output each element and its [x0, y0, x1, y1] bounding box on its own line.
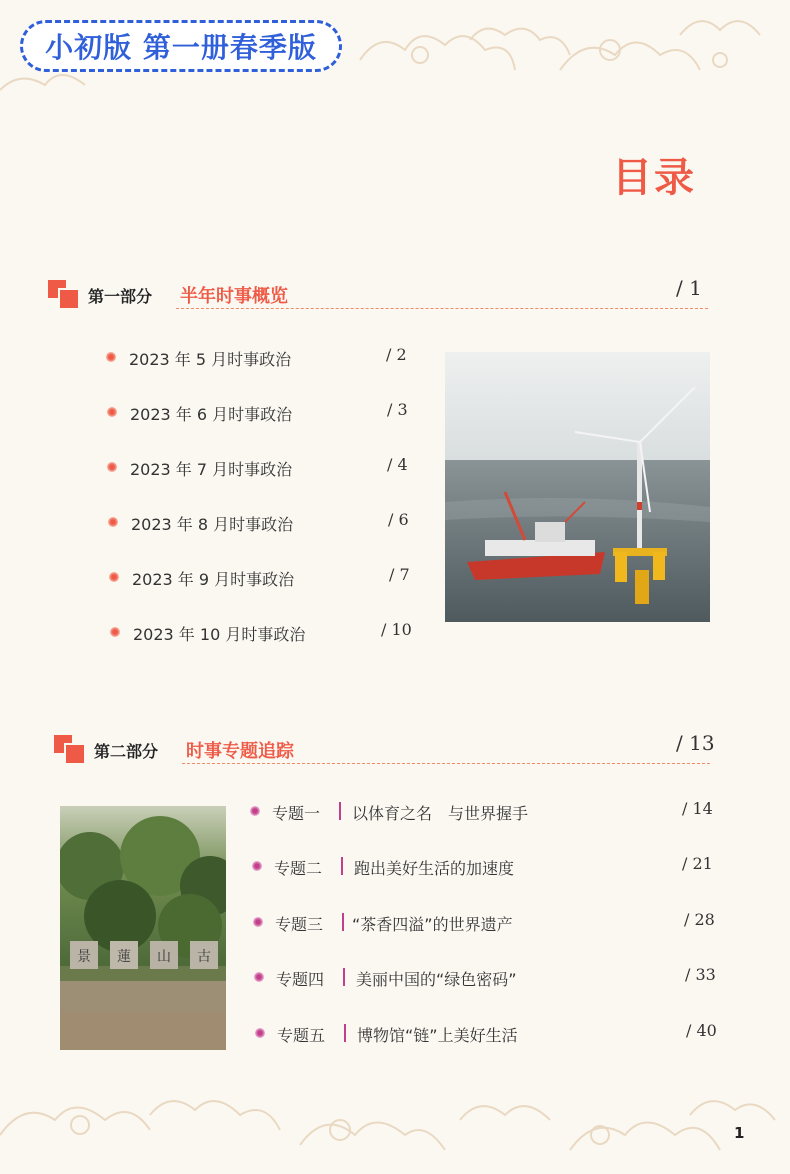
- topic-page: / 28: [684, 910, 715, 929]
- cloud-pattern-bottom: [0, 1075, 790, 1174]
- svg-text:山: 山: [157, 949, 171, 965]
- topic-page: / 14: [682, 799, 713, 818]
- toc-item-title: 2023 年 10 月时事政治: [133, 625, 306, 644]
- toc-item-page: / 7: [389, 565, 410, 584]
- part-two-label: 第二部分: [94, 742, 159, 761]
- part-two-divider: [182, 763, 710, 764]
- topic-separator: [341, 857, 343, 875]
- topic-title: 博物馆“链”上美好生活: [357, 1026, 518, 1045]
- section-square-icon: [54, 735, 84, 763]
- part-one-divider: [176, 308, 708, 309]
- part-two-name: 时事专题追踪: [186, 741, 294, 762]
- bullet-icon: [108, 517, 118, 527]
- part-two-page: / 13: [676, 731, 715, 755]
- topic-number: 专题四: [276, 970, 325, 989]
- bullet-icon: [107, 407, 117, 417]
- edition-label: 小初版 第一册春季版: [45, 31, 317, 64]
- topic-title: 美丽中国的“绿色密码”: [356, 970, 517, 989]
- topic-number: 专题五: [277, 1026, 326, 1045]
- topic-number: 专题二: [274, 859, 323, 878]
- bullet-icon: [252, 861, 262, 871]
- section-square-icon: [48, 280, 78, 308]
- toc-item-page: / 3: [387, 400, 408, 419]
- toc-item-page: / 4: [387, 455, 408, 474]
- toc-item-page: / 2: [386, 345, 407, 364]
- topic-number: 专题三: [275, 915, 324, 934]
- part-one-label: 第一部分: [88, 287, 153, 306]
- toc-item-page: / 10: [381, 620, 412, 639]
- bullet-icon: [253, 917, 263, 927]
- toc-item-page: / 6: [388, 510, 409, 529]
- svg-text:蓮: 蓮: [117, 949, 131, 965]
- page-number: 1: [734, 1124, 745, 1142]
- topic-separator: [343, 968, 345, 986]
- topic-separator: [342, 913, 344, 931]
- toc-item-title: 2023 年 5 月时事政治: [129, 350, 292, 369]
- bullet-icon: [110, 627, 120, 637]
- topic-title: 以体育之名 与世界握手: [352, 804, 529, 823]
- toc-title: 目录: [612, 155, 696, 201]
- toc-item-title: 2023 年 8 月时事政治: [131, 515, 294, 534]
- topic-page: / 40: [686, 1021, 717, 1040]
- wind-turbine-photo: [445, 352, 710, 622]
- topic-page: / 21: [682, 854, 713, 873]
- bullet-icon: [254, 972, 264, 982]
- topic-number: 专题一: [272, 804, 321, 823]
- bullet-icon: [107, 462, 117, 472]
- topic-title: “茶香四溢”的世界遗产: [352, 915, 513, 934]
- part-one-header: [48, 276, 708, 320]
- svg-text:古: 古: [197, 949, 211, 965]
- forest-stone-photo: [60, 806, 226, 1050]
- bullet-icon: [106, 352, 116, 362]
- bullet-icon: [250, 806, 260, 816]
- edition-badge: [20, 20, 342, 72]
- topic-separator: [339, 802, 341, 820]
- bullet-icon: [109, 572, 119, 582]
- toc-item-title: 2023 年 7 月时事政治: [130, 460, 293, 479]
- topic-title: 跑出美好生活的加速度: [354, 859, 515, 878]
- topic-page: / 33: [685, 965, 716, 984]
- topic-separator: [344, 1024, 346, 1042]
- bullet-icon: [255, 1028, 265, 1038]
- svg-text:景: 景: [77, 949, 91, 965]
- toc-item-title: 2023 年 9 月时事政治: [132, 570, 295, 589]
- toc-item-title: 2023 年 6 月时事政治: [130, 405, 293, 424]
- part-two-header: [54, 731, 715, 775]
- part-one-page: / 1: [676, 276, 702, 300]
- part-one-name: 半年时事概览: [180, 286, 288, 307]
